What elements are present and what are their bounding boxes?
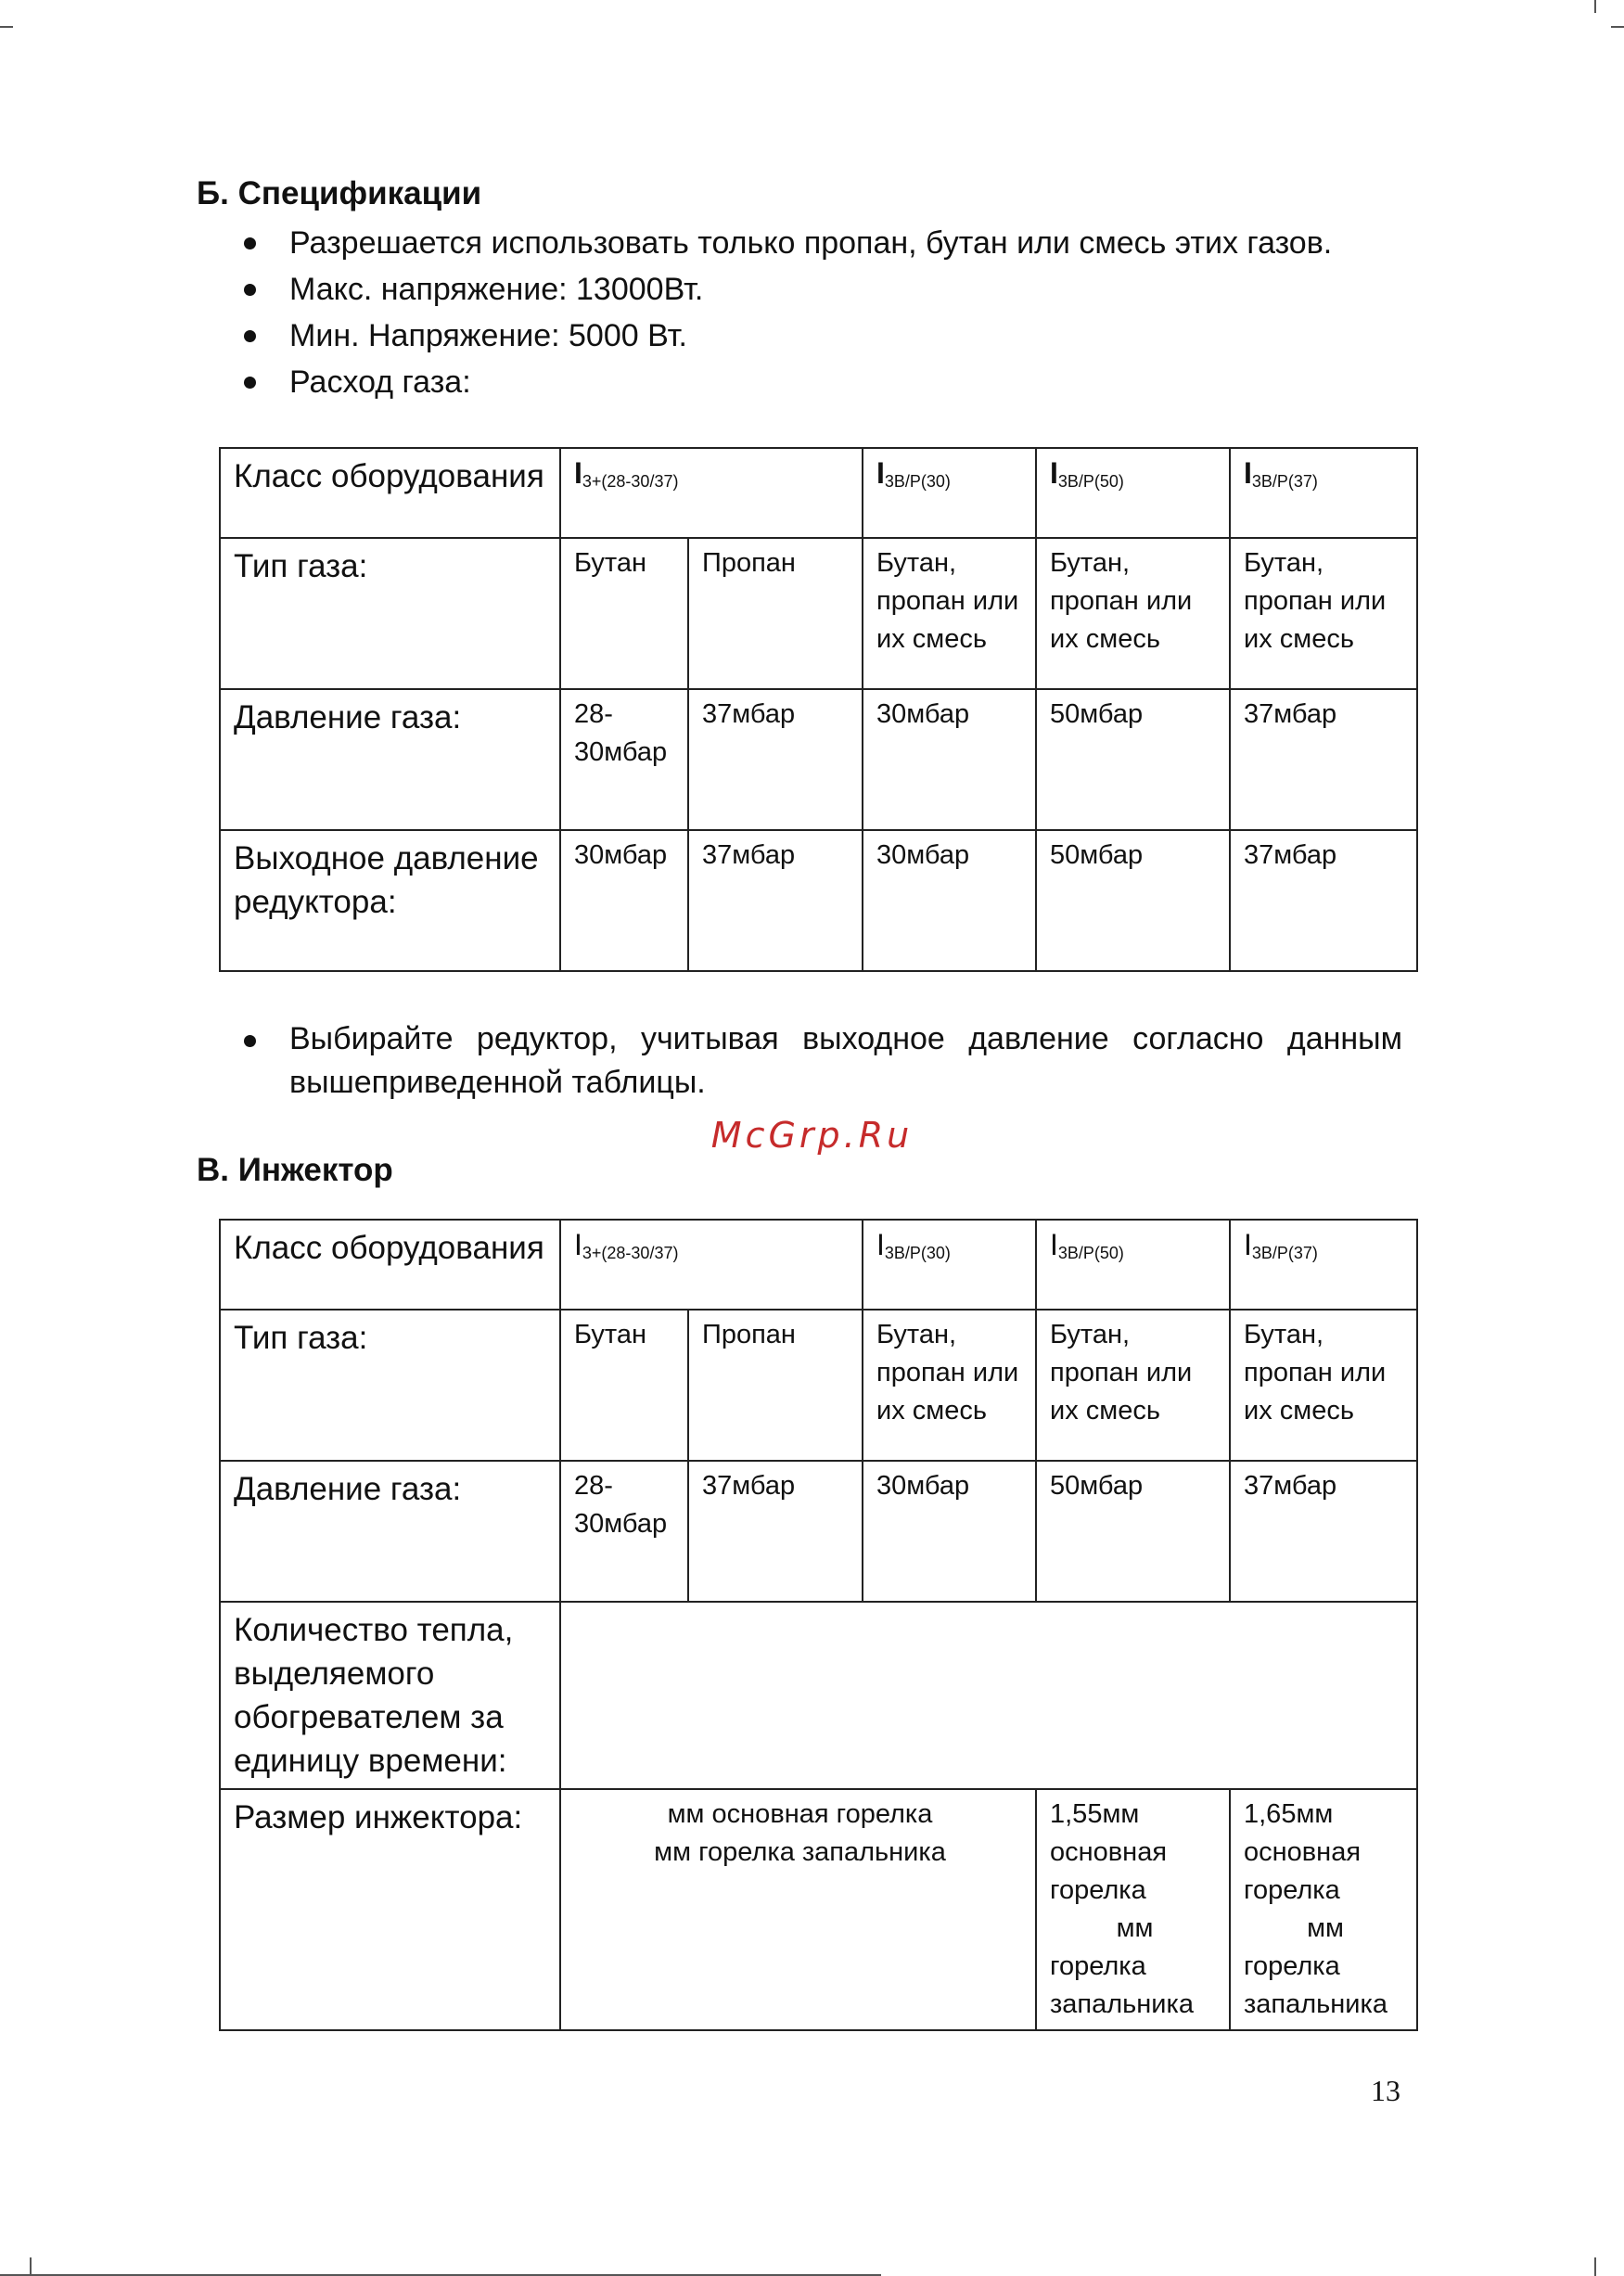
crop-mark-bottom-left-v [30,2257,32,2276]
table-cell: Бутан [560,538,688,689]
gas-consumption-table [219,447,1418,972]
table-row [220,1602,1417,1789]
table-cell: 37мбар [688,830,863,971]
list-item: Разрешается использовать только пропан, бутан или смесь этих газов. [197,220,1402,266]
class-cell: $I_{3B/P(37)}$ [1230,1220,1417,1310]
table-cell: Бутан, пропан или их смесь [1036,538,1230,689]
table-cell: Бутан, пропан или их смесь [1036,1310,1230,1461]
heat-output-value [560,1602,1417,1789]
class-label: Класс оборудования [220,1220,560,1310]
class-cell: $I_{3B/P(50)}$ [1036,1220,1230,1310]
table-cell: Бутан, пропан или их смесь [863,1310,1036,1461]
class-label: Класс оборудования [220,448,560,538]
class-cell: $I_{3B/P(30)}$ [863,448,1036,538]
section-title-injector: В. Инжектор [197,1152,393,1188]
table-cell: Бутан, пропан или их смесь [863,538,1036,689]
class-cell: $I_{3B/P(30)}$ [863,1220,1036,1310]
specifications-list [197,220,1402,405]
table-cell: 37мбар [688,1461,863,1602]
table-cell: 50мбар [1036,689,1230,830]
outlet-pressure-label: Выходное давление редуктора: [220,830,560,971]
class-cell: $I_{3B/P(50)}$ [1036,448,1230,538]
table-row [220,689,1417,830]
table-cell: 37мбар [1230,830,1417,971]
table-cell: 28-30мбар [560,1461,688,1602]
table-cell: Бутан, пропан или их смесь [1230,1310,1417,1461]
table-cell: 50мбар [1036,830,1230,971]
table-cell: 30мбар [863,689,1036,830]
table-cell: Бутан [560,1310,688,1461]
table-cell: 30мбар [560,830,688,971]
list-item: Макс. напряжение: 13000Вт. [197,266,1402,313]
class-cell: $I_{3B/P(37)}$ [1230,448,1417,538]
crop-mark-top-right-h [1611,26,1624,28]
crop-mark-top-left [0,26,13,28]
table-row [220,1789,1417,2030]
table-cell: Бутан, пропан или их смесь [1230,538,1417,689]
injector-size-cell: 1,65мм основная горелка мм горелка запальника [1230,1789,1417,2030]
section-title-specifications: Б. Спецификации [197,175,482,211]
table-cell: 28-30мбар [560,689,688,830]
table-row [220,1461,1417,1602]
regulator-note-list [197,1017,1402,1105]
class-cell: $I_{3+(28-30/37)}$ [560,448,863,538]
table-cell: 37мбар [1230,689,1417,830]
table-row [220,830,1417,971]
table-cell: 37мбар [1230,1461,1417,1602]
table-row [220,1220,1417,1310]
crop-mark-top-right-v [1594,0,1596,13]
table-row [220,1310,1417,1461]
table-cell: Пропан [688,538,863,689]
gas-pressure-label: Давление газа: [220,1461,560,1602]
gas-pressure-label: Давление газа: [220,689,560,830]
gas-type-label: Тип газа: [220,538,560,689]
table-row [220,538,1417,689]
list-item: Расход газа: [197,359,1402,405]
page-number: 13 [1371,2074,1400,2107]
injector-size-merged: мм основная горелка мм горелка запальника [560,1789,1036,2030]
injector-table [219,1219,1418,2031]
list-item: Мин. Напряжение: 5000 Вт. [197,313,1402,359]
crop-mark-bottom-right-v [1594,2257,1596,2276]
table-cell: 30мбар [863,1461,1036,1602]
gas-type-label: Тип газа: [220,1310,560,1461]
table-cell: 50мбар [1036,1461,1230,1602]
heat-output-label: Количество тепла, выделяемого обогревателем за единицу времени: [220,1602,560,1789]
injector-size-label: Размер инжектора: [220,1789,560,2030]
class-cell: $I_{3+(28-30/37)}$ [560,1220,863,1310]
injector-size-cell: 1,55мм основная горелка мм горелка запальника [1036,1789,1230,2030]
list-item: Выбирайте редуктор, учитывая выходное давление согласно данным вышеприведенной таблицы. [197,1017,1402,1105]
table-row [220,448,1417,538]
table-cell: Пропан [688,1310,863,1461]
watermark: McGrp.Ru [710,1115,914,1156]
table-cell: 37мбар [688,689,863,830]
table-cell: 30мбар [863,830,1036,971]
